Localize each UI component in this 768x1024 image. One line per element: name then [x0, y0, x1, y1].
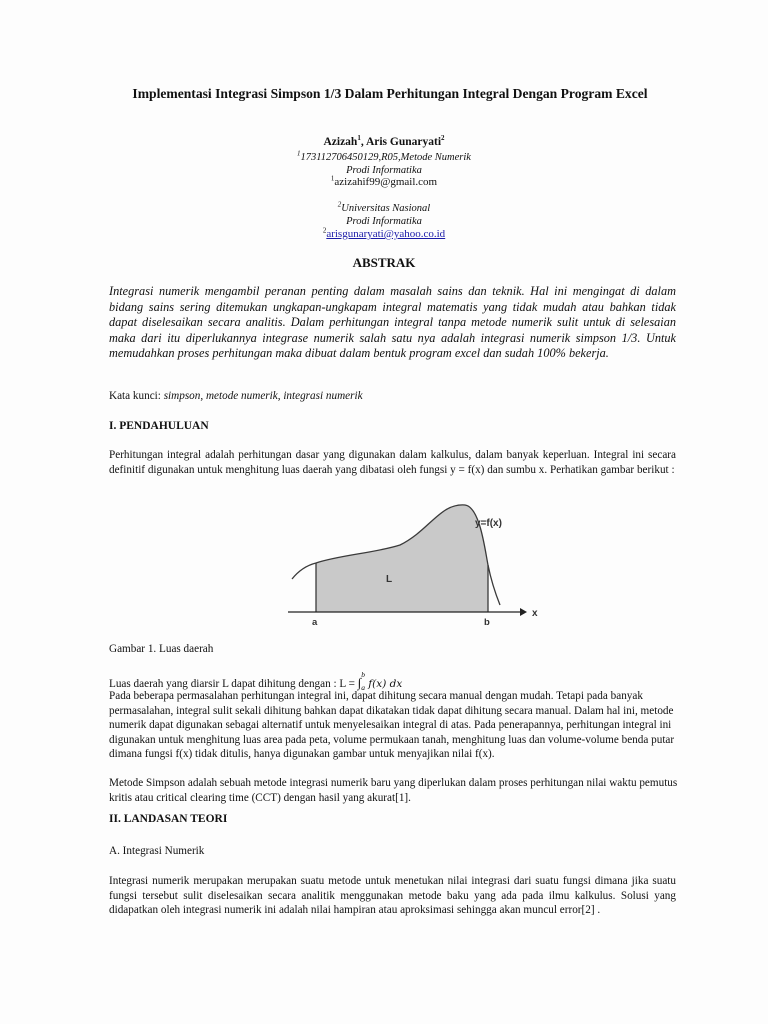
figure-x-axis-arrow-icon	[520, 608, 527, 616]
formula-body: f(x) dx	[368, 678, 403, 690]
affiliation-1-email: azizahif99@gmail.com	[334, 176, 438, 188]
section-2-subheading: A. Integrasi Numerik	[109, 845, 205, 857]
affiliation-1-id: 173112706450129,R05,Metode Numerik	[300, 152, 471, 163]
affiliation-2-email-line	[0, 228, 768, 241]
section-1-heading: I. PENDAHULUAN	[109, 420, 209, 432]
affiliation-1-email-sup: 1	[330, 174, 335, 183]
figure-area-label: L	[386, 574, 393, 585]
author-line	[0, 136, 768, 148]
section-1-paragraph-3: Metode Simpson adalah sebuah metode integrasi numerik baru yang diperlukan dalam proses perhitungan nilai waktu pemutus kritis atau critical clearing time (CCT) dengan hasil yang akurat[1].	[109, 777, 678, 804]
author-sup-1: 1	[357, 134, 361, 143]
figure-caption: Gambar 1. Luas daerah	[109, 643, 214, 655]
figure-b-label: b	[484, 617, 490, 628]
affiliation-1-sup: 1	[297, 149, 301, 158]
affiliation-2-university: Universitas Nasional	[341, 203, 431, 214]
formula-intro: Luas daerah yang diarsir L dapat dihitung dengan : L =	[109, 678, 358, 690]
figure-shaded-region	[316, 505, 488, 612]
affiliation-2-sup: 2	[337, 200, 342, 209]
section-2-heading: II. LANDASAN TEORI	[109, 813, 228, 825]
author-name-1: Azizah	[323, 136, 358, 148]
affiliation-1-dept: Prodi Informatika	[346, 165, 422, 176]
affiliation-2-email-link[interactable]: arisgunaryati@yahoo.co.id	[326, 228, 446, 240]
figure-x-label: x	[532, 608, 538, 619]
affiliation-2-email-sup: 2	[322, 226, 327, 235]
affiliation-2-dept: Prodi Informatika	[346, 216, 422, 227]
integral-lower-limit: a	[361, 683, 366, 693]
keywords-value: simpson, metode numerik, integrasi numerik	[163, 390, 363, 402]
figure-curve-left	[292, 563, 316, 579]
integral-upper-limit: b	[361, 670, 366, 680]
author-name-2: Aris Gunaryati	[365, 136, 442, 148]
author-separator: ,	[360, 136, 366, 148]
section-2-paragraph-1: Integrasi numerik merupakan merupakan suatu metode untuk menetukan nilai integrasi dari suatu fungsi dimana jika suatu fungsi tersebut sulit diselesaikan secara analitik menggunakan metode baku yang ada pada ilmu kalkulus. Solusi yang didapatkan oleh integrasi numerik ini adalah nilai hampiran atau aproksimasi sehingga akan muncul error[2] .	[109, 875, 676, 917]
section-1-paragraph-1: Perhitungan integral adalah perhitungan dasar yang digunakan dalam kalkulus, dalam banyak keperluan. Integral ini secara definitif digunakan untuk menghitung luas daerah yang dibatasi oleh fungsi y = f(x) dan sumbu x. Perhatikan gambar berikut :	[109, 449, 676, 476]
keywords-label: Kata kunci:	[109, 390, 164, 402]
integral-sign-icon: ∫	[357, 675, 362, 690]
integral-limits	[361, 670, 368, 693]
author-sup-2: 2	[441, 134, 445, 143]
keywords-line	[109, 390, 363, 402]
affiliation-1-id-line	[0, 151, 768, 164]
section-1-paragraph-2: Pada beberapa permasalahan perhitungan integral ini, dapat dihitung secara manual dengan mudah. Tetapi pada banyak permasalahan, integral sulit sekali dihitung bahkan dapat dikatakan tidak dapat dihitung secara manual. Dalam hal ini, metode numerik dapat digunakan sebagai alternatif untuk menyelesaikan integral di atas. Pada penerapannya, perhitungan integral ini digunakan untuk menghitung luas area pada peta, volume permukaan tanah, menghitung luas dan volume-volume benda putar dimana fungsi f(x) tidak ditulis, hanya digunakan gambar untuk menyajikan nilai f(x).	[109, 690, 675, 761]
abstract-text: Integrasi numerik mengambil peranan penting dalam masalah sains dan teknik. Hal ini mengingat di dalam bidang sains sering ditemukan ungkapan-ungkapam integral matematis yang tidak mudah atau bahkan tidak dapat diselesaikan secara analitis. Dalam perhitungan integral tanpa metode numerik sulit untuk di selesaian maka dari itu diperlukannya integrase numerik salah satu nya adalah integrasi numerik simpson 1/3. Untuk memudahkan proses perhitungan maka dibuat dalam bentuk program excel dan sudah 100% bekerja.	[109, 284, 676, 361]
affiliation-1-email-line	[0, 176, 768, 189]
figure-area-under-curve	[280, 495, 550, 630]
paper-title: Implementasi Integrasi Simpson 1/3 Dalam Perhitungan Integral Dengan Program Excel	[132, 86, 648, 101]
abstract-heading: ABSTRAK	[352, 255, 416, 270]
affiliation-2-university-line	[0, 202, 768, 215]
figure-curve-right	[488, 565, 500, 605]
figure-a-label: a	[312, 617, 318, 628]
figure-curve-label: y=f(x)	[475, 518, 502, 529]
